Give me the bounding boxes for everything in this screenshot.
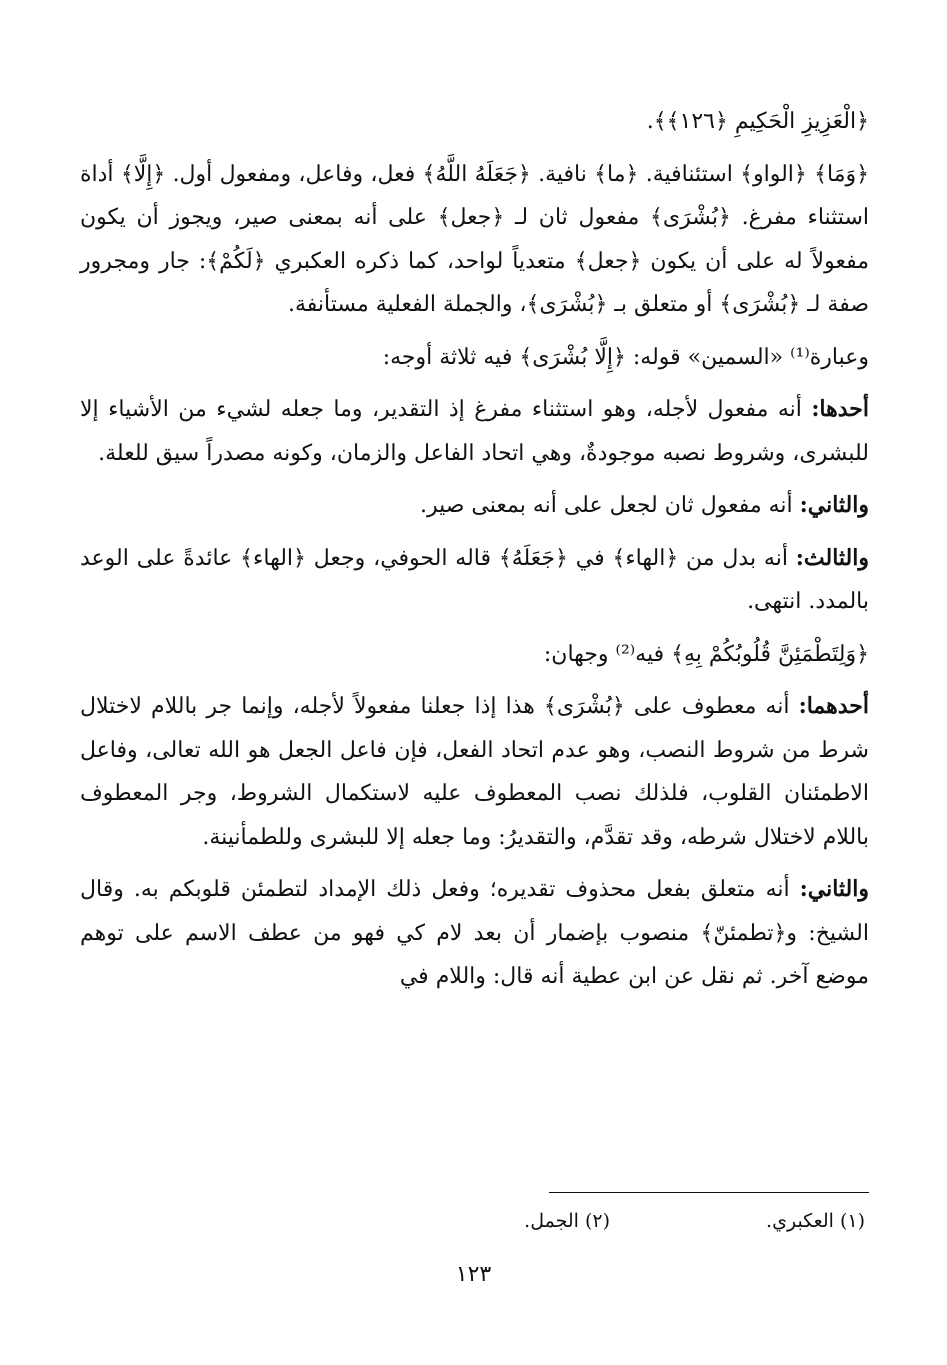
page-number: ١٢٣ xyxy=(455,1262,492,1287)
footnote-1: (١) العكبري. xyxy=(766,1210,865,1232)
first-of-two-label: أحدهما: xyxy=(798,693,869,719)
first-of-two-text: أنه معطوف على ﴿بُشْرَى﴾ هذا إذا جعلنا مفعولاً لأجله، وإنما جر باللام لاختلال شرط من شروط النصب، وهو عدم اتحاد الفعل، فإن فاعل الجعل هو الله تعالى، وفاعل الاطمئنان القلوب، فلذلك نصب المعطوف عليه لاستكمال الشروط، وجر المعطوف باللام لاختلال شرطه، وقد تقدَّم، والتقديرُ: وما جعله إلا للبشرى وللطمأنينة. xyxy=(80,694,869,850)
second-of-two-text: أنه متعلق بفعل محذوف تقديره؛ وفعل ذلك الإمداد لتطمئن قلوبكم به. وقال الشيخ: و﴿تطمئنّ﴾ منصوب بإضمار أن بعد لام كي فهو من عطف الاسم على توهم موضع آخر. ثم نقل عن ابن عطية أنه قال: واللام في xyxy=(80,877,869,989)
verse-ending-line: ﴿الْعَزِيزِ الْحَكِيمِ ﴿١٢٦﴾﴾. xyxy=(646,109,869,134)
third-aspect-text: أنه بدل من ﴿الهاء﴾ في ﴿جَعَلَهُ﴾ قاله الحوفي، وجعل ﴿الهاء﴾ عائدةً على الوعد بالمدد. انتهى. xyxy=(80,545,869,614)
footnote-divider xyxy=(549,1192,869,1193)
second-aspect-text: أنه مفعول ثان لجعل على أنه بمعنى صير. xyxy=(419,493,800,518)
footnote-2: (٢) الجمل. xyxy=(524,1210,610,1232)
main-text xyxy=(80,100,869,1008)
third-aspect-label: والثالث: xyxy=(795,544,869,571)
first-aspect-label: أحدها: xyxy=(811,396,869,422)
paragraph-first-of-two xyxy=(80,685,869,859)
footnotes xyxy=(80,1206,865,1236)
paragraph-first-aspect xyxy=(80,388,869,475)
second-of-two-label: والثاني: xyxy=(799,876,869,902)
paragraph-verse-two-aspects: ﴿وَلِتَطْمَئِنَّ قُلُوبُكُمْ بِهِ﴾ فيه⁽²⁾ وجهان: xyxy=(543,641,869,667)
paragraph-third-aspect xyxy=(80,537,869,624)
paragraph-second-of-two xyxy=(80,868,869,999)
paragraph-grammar-analysis: ﴿وَمَا﴾ ﴿الواو﴾ استئنافية. ﴿ما﴾ نافية. ﴿جَعَلَهُ اللَّهُ﴾ فعل، وفاعل، ومفعول أول. ﴿إِلَّا﴾ أداة استثناء مفرغ. ﴿بُشْرَى﴾ مفعول ثان لـ ﴿جعل﴾ على أنه بمعنى صير، ويجوز أن يكون مفعولاً له على أن يكون ﴿جعل﴾ متعدياً لواحد، كما ذكره العكبري ﴿لَكُمْ﴾: جار ومجرور صفة لـ ﴿بُشْرَى﴾ أو متعلق بـ ﴿بُشْرَى﴾، والجملة الفعلية مستأنفة. xyxy=(80,161,869,317)
paragraph-samin-intro: وعبارة⁽¹⁾ «السمين» قوله: ﴿إِلَّا بُشْرَى﴾ فيه ثلاثة أوجه: xyxy=(382,344,869,370)
second-aspect-label: والثاني: xyxy=(799,492,869,518)
paragraph-second-aspect xyxy=(80,484,869,528)
first-aspect-text: أنه مفعول لأجله، وهو استثناء مفرغ إذ التقدير، وما جعله لشيء من الأشياء إلا للبشرى، وشروط نصبه موجودةٌ، وهي اتحاد الفاعل والزمان، وكونه مصدراً سيق للعلة. xyxy=(80,397,869,466)
